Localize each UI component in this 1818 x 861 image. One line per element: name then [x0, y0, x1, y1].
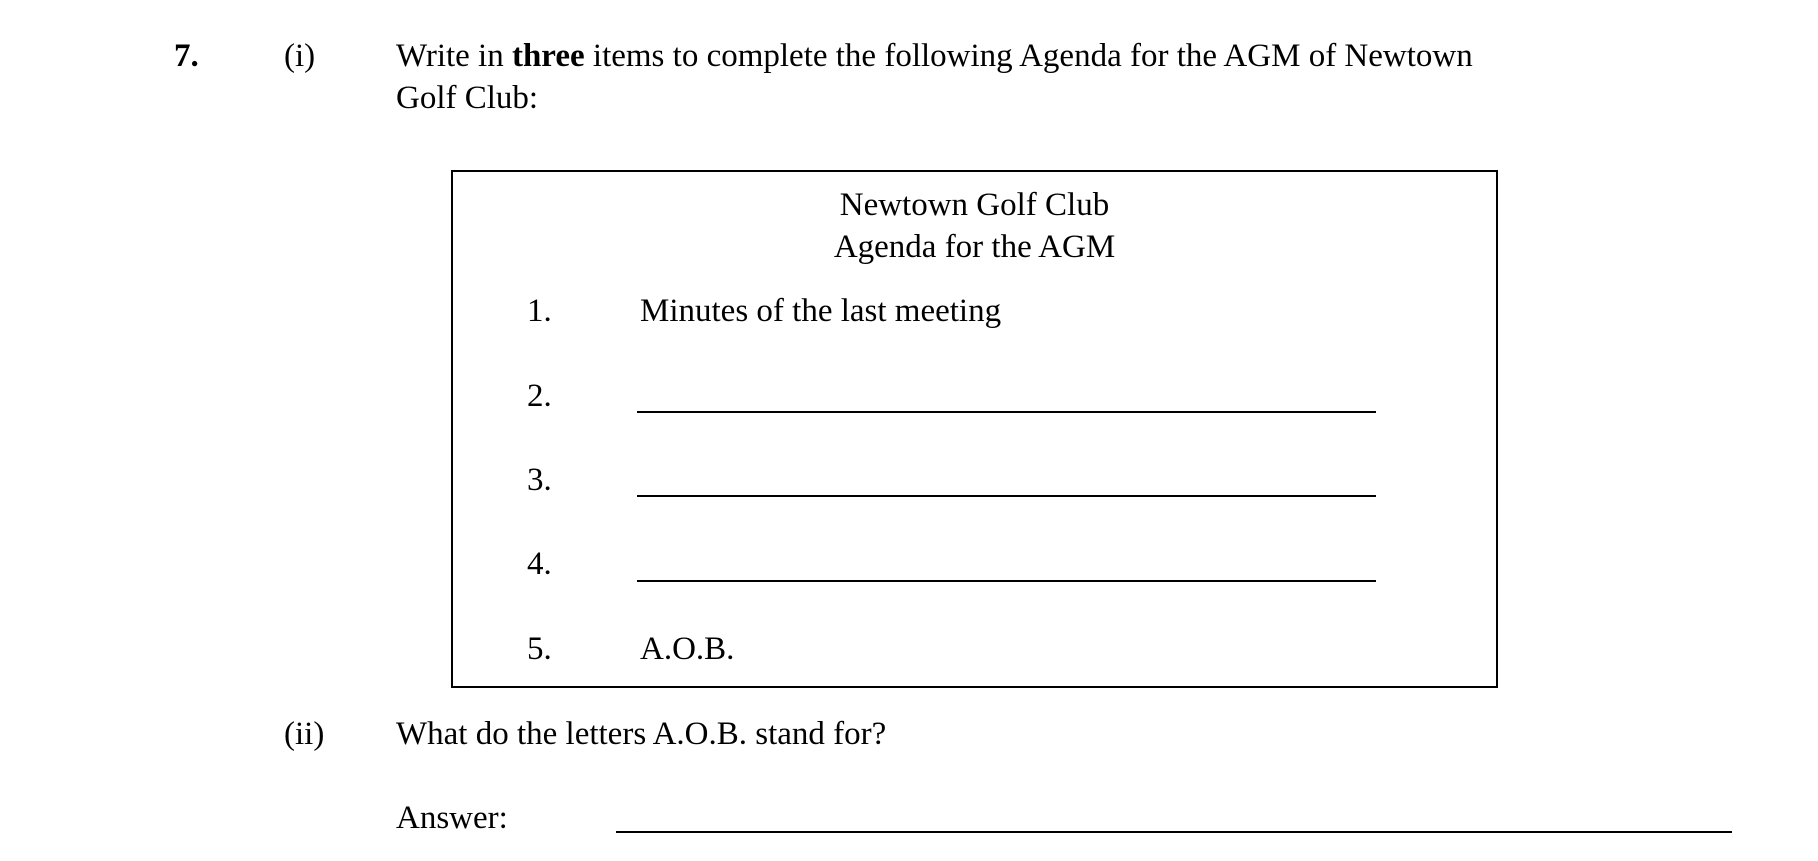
instruction-text-end: items to complete the following Agenda for the AGM of Newtown: [584, 38, 1473, 74]
answer-label: Answer:: [396, 800, 508, 836]
question-number: 7.: [174, 38, 199, 74]
answer-line[interactable]: [616, 831, 1732, 833]
part-i-instruction-line2: Golf Club:: [396, 80, 539, 116]
part-ii-question: What do the letters A.O.B. stand for?: [396, 716, 887, 752]
part-i-instruction: [396, 40, 1473, 73]
agenda-title: Newtown Golf Club: [839, 187, 1110, 223]
part-i-label: (i): [284, 38, 316, 74]
agenda-item-2-number: 2.: [527, 378, 552, 414]
agenda-item-5-text: A.O.B.: [640, 631, 735, 667]
agenda-item-3-number: 3.: [527, 462, 552, 498]
agenda-item-2-answer-line[interactable]: [637, 411, 1376, 413]
instruction-emphasis: three: [511, 38, 585, 74]
agenda-item-3-answer-line[interactable]: [637, 495, 1376, 497]
agenda-subtitle: Agenda for the AGM: [833, 229, 1116, 265]
agenda-item-5-number: 5.: [527, 631, 552, 667]
agenda-item-1-text: Minutes of the last meeting: [640, 293, 1002, 329]
instruction-text-start: Write in: [396, 38, 512, 74]
part-ii-label: (ii): [284, 716, 325, 752]
agenda-item-4-number: 4.: [527, 546, 552, 582]
agenda-item-1-number: 1.: [527, 293, 552, 329]
agenda-item-4-answer-line[interactable]: [637, 580, 1376, 582]
